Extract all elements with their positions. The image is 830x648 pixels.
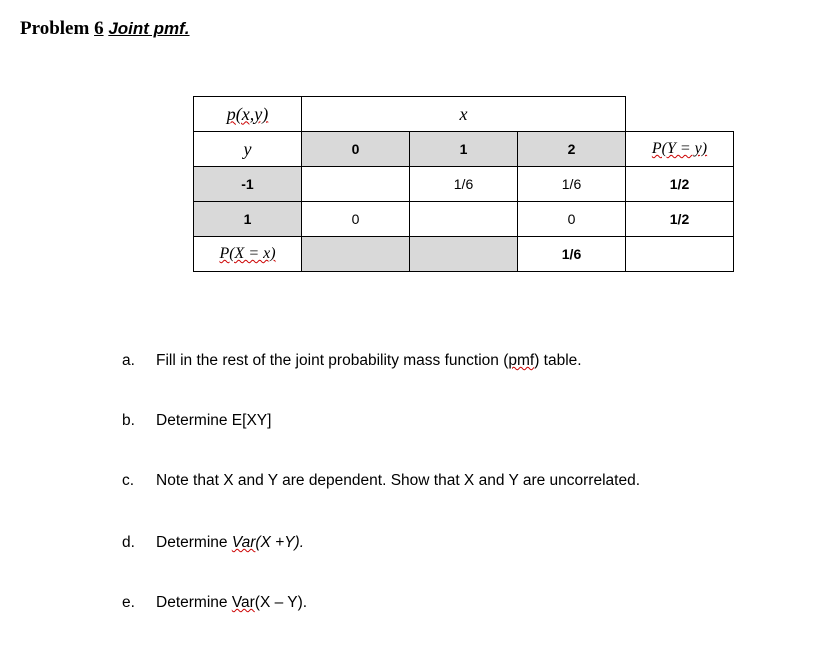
- py-cell: 1/2: [626, 167, 734, 202]
- px-cell: [302, 237, 410, 272]
- y-header: y: [194, 132, 302, 167]
- py-header: P(Y = y): [626, 132, 734, 167]
- x-header: x: [302, 97, 626, 132]
- question-letter: a.: [122, 352, 135, 369]
- y-value-1: 1: [194, 202, 302, 237]
- pmf-cell: [302, 167, 410, 202]
- x-value-0: 0: [302, 132, 410, 167]
- question-e: e. Determine Var(X – Y).: [122, 594, 308, 611]
- question-a: a. Fill in the rest of the joint probability mass function (pmf) table.: [122, 352, 582, 369]
- problem-number: 6: [94, 18, 104, 39]
- y-value-0: -1: [194, 167, 302, 202]
- pmf-cell: [410, 202, 518, 237]
- problem-subtitle: Joint pmf.: [108, 19, 190, 38]
- pmf-cell: 0: [518, 202, 626, 237]
- problem-title: [20, 18, 190, 40]
- px-cell: 1/6: [518, 237, 626, 272]
- question-letter: c.: [122, 472, 135, 489]
- pmf-cell: 0: [302, 202, 410, 237]
- question-d: d. Determine Var(X +Y).: [122, 534, 305, 551]
- table-row: [194, 167, 734, 202]
- joint-pmf-table: [193, 96, 734, 272]
- px-total-cell: [626, 237, 734, 272]
- title-prefix: Problem: [20, 18, 95, 39]
- py-cell: 1/2: [626, 202, 734, 237]
- table-row: [194, 202, 734, 237]
- table-header-row: [194, 97, 734, 132]
- question-b: b. Determine E[XY]: [122, 412, 272, 429]
- corner-label: p(x,y): [194, 97, 302, 132]
- px-label: P(X = x): [194, 237, 302, 272]
- question-letter: b.: [122, 412, 135, 429]
- question-c: c. Note that X and Y are dependent. Show that X and Y are uncorrelated.: [122, 472, 641, 489]
- pmf-cell: 1/6: [518, 167, 626, 202]
- x-value-1: 1: [410, 132, 518, 167]
- px-cell: [410, 237, 518, 272]
- x-value-2: 2: [518, 132, 626, 167]
- pmf-cell: 1/6: [410, 167, 518, 202]
- x-values-row: [194, 132, 734, 167]
- question-letter: d.: [122, 534, 135, 551]
- question-letter: e.: [122, 594, 135, 611]
- px-row: [194, 237, 734, 272]
